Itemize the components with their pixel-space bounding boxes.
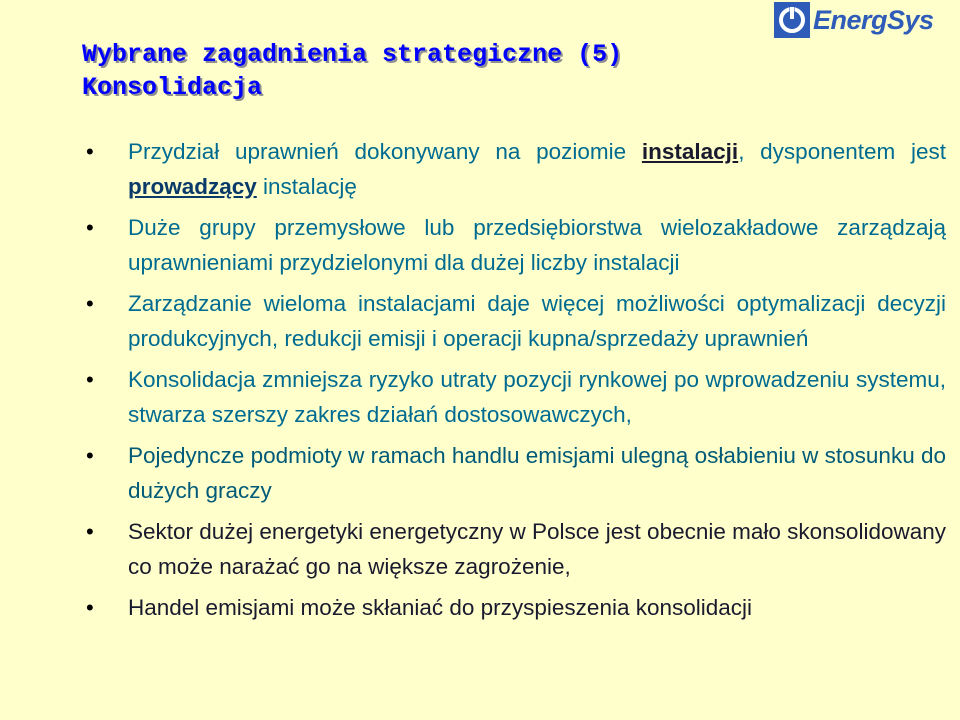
bullet-text: Konsolidacja zmniejsza ryzyko utraty pozycji rynkowej po wprowadzeniu systemu, stwarza szerszy zakres działań dostosowawczych, bbox=[128, 367, 946, 427]
emphasis-instalacji: instalacji bbox=[641, 139, 739, 164]
title-line-2: Konsolidacja bbox=[82, 73, 263, 102]
bullet-text: Handel emisjami może skłaniać do przyspieszenia konsolidacji bbox=[128, 595, 753, 620]
bullet-marker: • bbox=[86, 215, 94, 240]
bullet-marker: • bbox=[86, 595, 94, 620]
emphasis-prowadzacy: prowadzący bbox=[128, 174, 257, 199]
bullet-text: Sektor dużej energetyki energetyczny w Polsce jest obecnie mało skonsolidowany co może narażać go na większe zagrożenie, bbox=[128, 519, 946, 579]
bullet-item bbox=[86, 514, 946, 584]
bullet-list bbox=[86, 134, 946, 625]
bullet-marker: • bbox=[86, 443, 94, 468]
power-ring-icon bbox=[774, 2, 810, 38]
bullet-item bbox=[86, 438, 946, 508]
energsys-logo bbox=[774, 2, 956, 38]
slide-title bbox=[82, 38, 622, 104]
bullet-text: Duże grupy przemysłowe lub przedsiębiorstwa wielozakładowe zarządzają uprawnieniami przydzielonymi dla dużej liczby instalacji bbox=[128, 215, 946, 275]
bullet-text: Przydział uprawnień dokonywany na poziomie instalacji, dysponentem jest prowadzący instalację bbox=[128, 139, 946, 199]
bullet-marker: • bbox=[86, 367, 94, 392]
bullet-text: Pojedyncze podmioty w ramach handlu emisjami ulegną osłabieniu w stosunku do dużych graczy bbox=[128, 443, 946, 503]
bullet-item bbox=[86, 286, 946, 356]
bullet-item bbox=[86, 590, 946, 625]
bullet-marker: • bbox=[86, 519, 94, 544]
bullet-item bbox=[86, 210, 946, 280]
bullet-marker: • bbox=[86, 139, 94, 164]
bullet-item bbox=[86, 134, 946, 204]
logo-wordmark: EnergSys bbox=[813, 5, 934, 35]
bullet-item bbox=[86, 362, 946, 432]
title-line-1: Wybrane zagadnienia strategiczne (5) bbox=[82, 40, 623, 69]
bullet-text: Zarządzanie wieloma instalacjami daje więcej możliwości optymalizacji decyzji produkcyjnych, redukcji emisji i operacji kupna/sprzedaży uprawnień bbox=[128, 291, 946, 351]
bullet-marker: • bbox=[86, 291, 94, 316]
